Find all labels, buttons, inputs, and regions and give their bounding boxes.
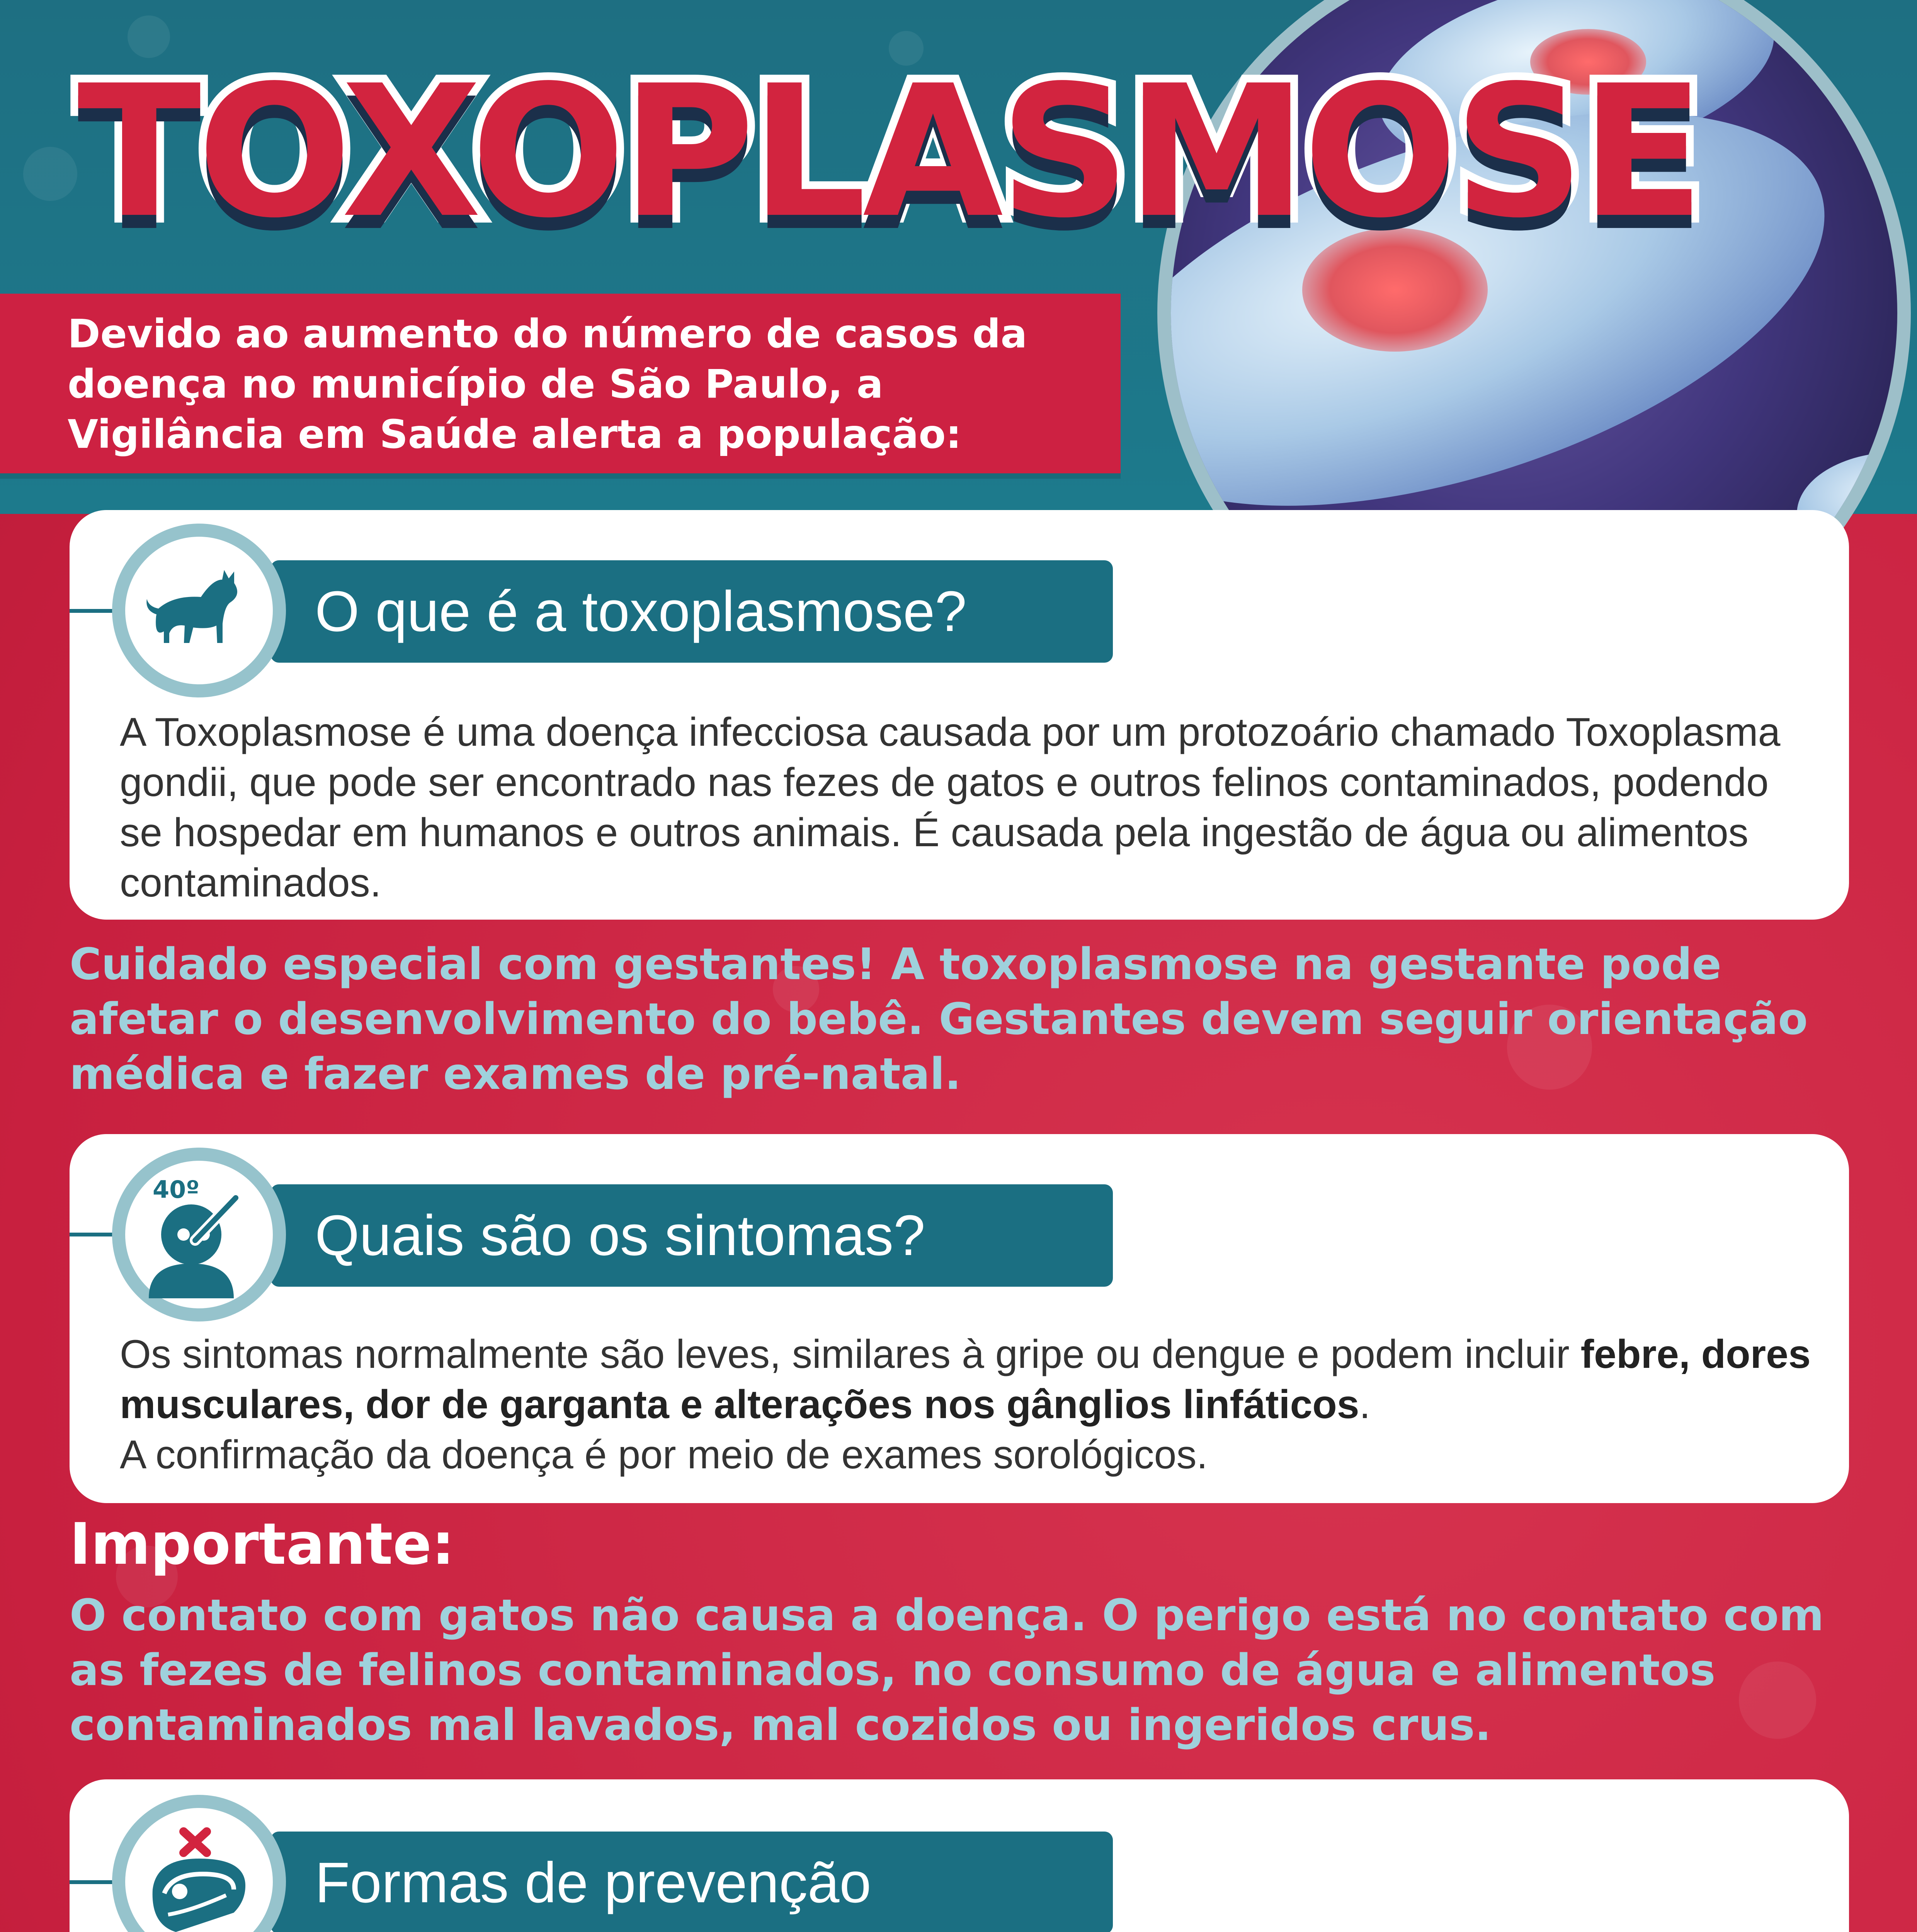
intro-banner xyxy=(0,294,1121,473)
tab-symptoms xyxy=(270,1184,1113,1287)
symptoms-confirm: A confirmação da doença é por meio de exames sorológicos. xyxy=(120,1432,1208,1477)
cat-icon xyxy=(141,568,257,653)
symptoms-list: febre, dores musculares, dor de garganta e alterações nos gânglios linfáticos xyxy=(120,1332,1811,1427)
symptoms-text: Os sintomas normalmente são leves, similares à gripe ou dengue e podem incluir xyxy=(120,1332,1581,1377)
important-heading: Importante: xyxy=(70,1511,455,1577)
intro-text: Devido ao aumento do número de casos da doença no município de São Paulo, a Vigilância em Saúde alerta a população: xyxy=(68,311,1027,457)
symptoms-end: . xyxy=(1359,1382,1371,1427)
bubble xyxy=(23,147,77,201)
thermometer-label: 40º xyxy=(153,1175,200,1204)
fever-thermometer-icon xyxy=(137,1171,261,1298)
raw-meat-icon xyxy=(137,1824,261,1932)
what-is-body: A Toxoplasmose é uma doença infecciosa causada por um protozoário chamado Toxoplasma gondii, que pode ser encontrado nas fezes de gatos e outros felinos contaminados, podendo se hospedar em humanos e outros animais. É causada pela ingestão de água ou alimentos contaminados. xyxy=(120,710,1781,905)
fever-icon-circle xyxy=(112,1148,286,1321)
tab-what-is xyxy=(270,560,1113,663)
tab-prevention xyxy=(270,1832,1113,1932)
poster-title: TOXOPLASMOSE xyxy=(77,46,1701,258)
important-text: O contato com gatos não causa a doença. O perigo está no contato com as fezes de felinos contaminados, no consumo de água e alimentos contaminados mal lavados, mal cozidos ou ingeridos crus. xyxy=(70,1590,1824,1750)
symptoms-heading: Quais são os sintomas? xyxy=(315,1204,925,1267)
symptoms-body xyxy=(120,1329,1820,1480)
prevention-heading: Formas de prevenção xyxy=(315,1851,871,1915)
what-is-heading: O que é a toxoplasmose? xyxy=(315,580,967,643)
pregnancy-alert: Cuidado especial com gestantes! A toxoplasmose na gestante pode afetar o desenvolvimento do bebê. Gestantes devem seguir orientação médica e fazer exames de pré-natal. xyxy=(70,939,1808,1099)
cat-icon-circle xyxy=(112,524,286,697)
